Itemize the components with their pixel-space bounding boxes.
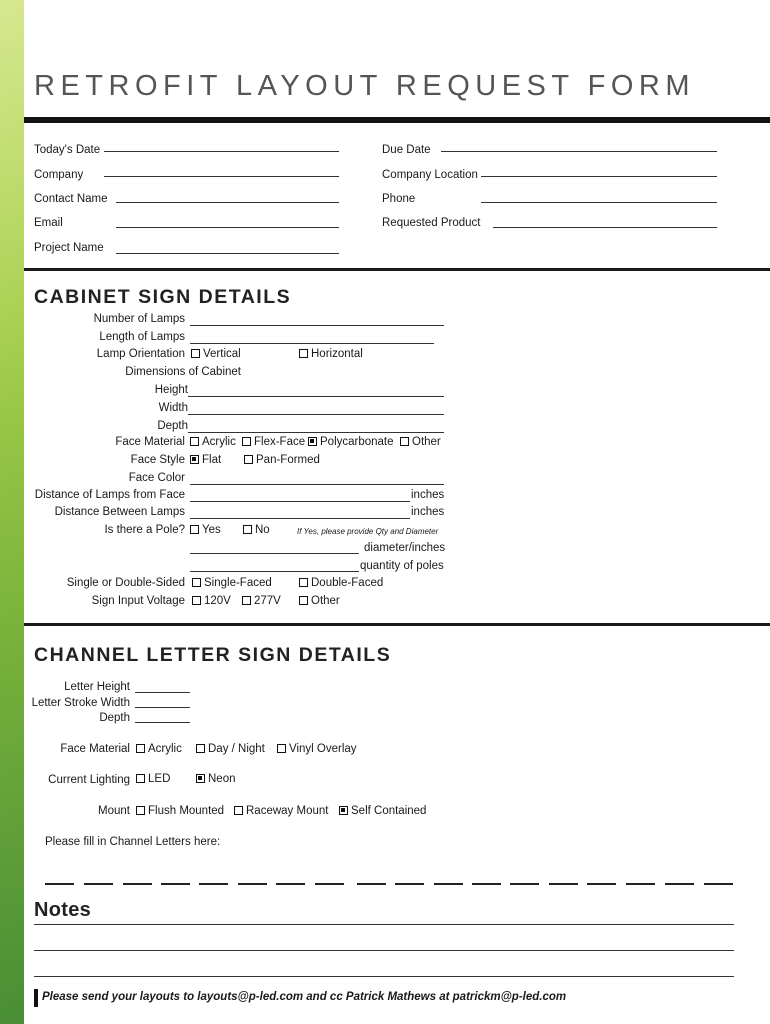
v277-label: 277V [254,595,281,607]
horizontal-checkbox[interactable] [299,349,308,358]
project-name-input[interactable] [116,253,339,254]
acrylic-checkbox[interactable] [190,437,199,446]
company-field [34,167,83,181]
todays-date-field [34,142,100,156]
pole-no-checkbox[interactable] [243,525,252,534]
email-field [34,215,63,229]
letter-height-input[interactable] [135,692,190,693]
neon-label: Neon [208,773,236,785]
dimensions-label: Dimensions of Cabinet [125,366,241,378]
length-of-lamps-label: Length of Lamps [99,331,185,343]
raceway-mount-checkbox[interactable] [234,806,243,815]
phone-input[interactable] [481,202,717,203]
pole-no-label: No [255,524,270,536]
pole-quantity-label: quantity of poles [360,560,444,572]
width-input[interactable] [188,414,444,415]
pan-formed-checkbox[interactable] [244,455,253,464]
face-color-input[interactable] [190,484,444,485]
double-faced-label: Double-Faced [311,577,384,589]
contact-name-input[interactable] [116,202,339,203]
channel-letter-slot-17[interactable] [665,883,694,885]
channel-letter-slot-14[interactable] [549,883,578,885]
channel-letter-slot-1[interactable] [45,883,74,885]
day-night-checkbox[interactable] [196,744,205,753]
stroke-width-input[interactable] [135,707,190,708]
vinyl-overlay-checkbox[interactable] [277,744,286,753]
channel-letter-slot-5[interactable] [199,883,228,885]
pan-formed-label: Pan-Formed [256,454,320,466]
due-date-field [382,142,431,156]
flush-mounted-checkbox[interactable] [136,806,145,815]
letter-height-label: Letter Height [64,681,130,693]
todays-date-input[interactable] [104,151,339,152]
day-night-label: Day / Night [208,743,265,755]
channel-letter-slot-4[interactable] [161,883,190,885]
channel-acrylic-label: Acrylic [148,743,182,755]
todays-date-label: Today's Date [34,144,101,156]
flat-checkbox[interactable] [190,455,199,464]
v277-option[interactable] [242,595,281,607]
company-location-label: Company Location [382,169,478,181]
pole-diameter-label: diameter/inches [364,542,446,554]
current-lighting-label: Current Lighting [48,774,130,786]
single-faced-checkbox[interactable] [192,578,201,587]
vinyl-overlay-label: Vinyl Overlay [289,743,357,755]
distance-between-input[interactable] [190,518,410,519]
distance-between-unit: inches [411,506,445,518]
channel-letter-slot-2[interactable] [84,883,113,885]
section-divider-1 [24,268,770,271]
face-style-label: Face Style [130,454,185,466]
vinyl-overlay-option[interactable] [277,743,357,755]
polycarbonate-checkbox[interactable] [308,437,317,446]
cabinet-section-title: CABINET SIGN DETAILS [34,286,292,308]
pole-note: If Yes, please provide Qty and Diameter [297,527,439,536]
v277-checkbox[interactable] [242,596,251,605]
footer-instructions: Please send your layouts to layouts@p-led.com and cc Patrick Mathews at patrickm@p-led.com [42,991,567,1003]
other-label: Other [412,436,441,448]
v120-option[interactable] [192,595,231,607]
depth-input[interactable] [188,432,444,433]
number-of-lamps-input[interactable] [190,325,444,326]
pan-formed-option[interactable] [244,454,320,466]
double-faced-option[interactable] [299,577,383,589]
polycarbonate-label: Polycarbonate [320,436,394,448]
notes-line-1[interactable] [34,924,734,925]
pole-yes-label: Yes [202,524,221,536]
voltage-other-label: Other [311,595,340,607]
channel-acrylic-checkbox[interactable] [136,744,145,753]
channel-letter-slot-15[interactable] [587,883,616,885]
number-of-lamps-label: Number of Lamps [93,313,185,325]
distance-between-label: Distance Between Lamps [54,506,185,518]
neon-option[interactable] [196,773,236,785]
pole-no-option[interactable] [243,524,270,536]
self-contained-option[interactable] [339,805,426,817]
flat-label: Flat [202,454,222,466]
horizontal-option[interactable] [299,348,363,360]
v120-checkbox[interactable] [192,596,201,605]
channel-section-title: CHANNEL LETTER SIGN DETAILS [34,644,392,666]
footer-accent-bar [34,989,38,1007]
requested-product-label: Requested Product [382,217,481,229]
distance-from-face-unit: inches [411,489,445,501]
sign-input-voltage-label: Sign Input Voltage [91,595,185,607]
channel-letter-slot-9[interactable] [357,883,386,885]
phone-field [382,191,415,205]
flex-face-label: Flex-Face [254,436,306,448]
led-option[interactable] [136,773,170,785]
due-date-label: Due Date [382,144,431,156]
distance-from-face-label: Distance of Lamps from Face [34,489,185,501]
notes-line-2[interactable] [34,950,734,951]
v120-label: 120V [204,595,231,607]
voltage-other-checkbox[interactable] [299,596,308,605]
mount-label: Mount [98,805,130,817]
channel-letter-slot-10[interactable] [395,883,424,885]
lamp-orientation-label: Lamp Orientation [96,348,185,360]
decorative-side-band [0,0,24,1024]
stroke-width-label: Letter Stroke Width [31,697,130,709]
voltage-other-option[interactable] [299,595,340,607]
section-divider-2 [24,623,770,626]
horizontal-label: Horizontal [311,348,363,360]
company-input[interactable] [104,176,339,177]
pole-yes-checkbox[interactable] [190,525,199,534]
phone-label: Phone [382,193,416,205]
raceway-mount-label: Raceway Mount [246,805,329,817]
self-contained-checkbox[interactable] [339,806,348,815]
self-contained-label: Self Contained [351,805,427,817]
led-checkbox[interactable] [136,774,145,783]
contact-name-field [34,191,108,205]
flat-option[interactable] [190,454,221,466]
single-faced-label: Single-Faced [204,577,272,589]
polycarbonate-option[interactable] [308,436,394,448]
acrylic-label: Acrylic [202,436,236,448]
channel-letter-slot-11[interactable] [434,883,463,885]
vertical-option[interactable] [191,348,241,360]
company-location-input[interactable] [481,176,717,177]
face-material-label: Face Material [115,436,185,448]
vertical-checkbox[interactable] [191,349,200,358]
form-title: RETROFIT LAYOUT REQUEST FORM [34,70,696,102]
contact-name-label: Contact Name [34,193,108,205]
length-of-lamps-input[interactable] [190,343,434,344]
height-label: Height [154,384,188,396]
pole-quantity-input[interactable] [190,571,359,572]
channel-letter-slot-12[interactable] [472,883,501,885]
requested-product-field [382,215,480,229]
channel-depth-input[interactable] [135,722,190,723]
acrylic-option[interactable] [190,436,236,448]
pole-yes-option[interactable] [190,524,221,536]
neon-checkbox[interactable] [196,774,205,783]
face-color-label: Face Color [128,472,185,484]
company-location-field [382,167,478,181]
pole-diameter-input[interactable] [190,553,359,554]
width-label: Width [158,402,188,414]
channel-letter-slot-18[interactable] [704,883,733,885]
depth-label: Depth [157,420,188,432]
notes-line-3[interactable] [34,976,734,977]
single-faced-option[interactable] [192,577,272,589]
double-faced-checkbox[interactable] [299,578,308,587]
raceway-mount-option[interactable] [234,805,328,817]
channel-letter-slot-16[interactable] [626,883,655,885]
requested-product-input[interactable] [493,227,717,228]
other-option[interactable] [400,436,441,448]
pole-question-label: Is there a Pole? [104,524,185,536]
due-date-input[interactable] [441,151,717,152]
channel-letter-slot-8[interactable] [315,883,344,885]
channel-letter-slot-13[interactable] [510,883,539,885]
day-night-option[interactable] [196,743,265,755]
led-label: LED [148,773,171,785]
project-name-label: Project Name [34,242,104,254]
notes-title: Notes [34,899,92,921]
channel-acrylic-option[interactable] [136,743,182,755]
single-double-label: Single or Double-Sided [66,577,185,589]
vertical-label: Vertical [203,348,241,360]
distance-from-face-input[interactable] [190,501,410,502]
channel-face-material-label: Face Material [60,743,130,755]
company-label: Company [34,169,84,181]
channel-depth-label: Depth [99,712,130,724]
flex-face-option[interactable] [242,436,305,448]
flex-face-checkbox[interactable] [242,437,251,446]
project-name-field [34,240,104,254]
height-input[interactable] [188,396,444,397]
channel-letter-slot-6[interactable] [238,883,267,885]
channel-letter-slot-7[interactable] [276,883,305,885]
email-input[interactable] [116,227,339,228]
other-checkbox[interactable] [400,437,409,446]
flush-mounted-label: Flush Mounted [148,805,225,817]
email-label: Email [34,217,63,229]
channel-fill-prompt: Please fill in Channel Letters here: [45,836,221,848]
flush-mounted-option[interactable] [136,805,224,817]
channel-letter-slot-3[interactable] [123,883,152,885]
title-rule [24,117,770,123]
